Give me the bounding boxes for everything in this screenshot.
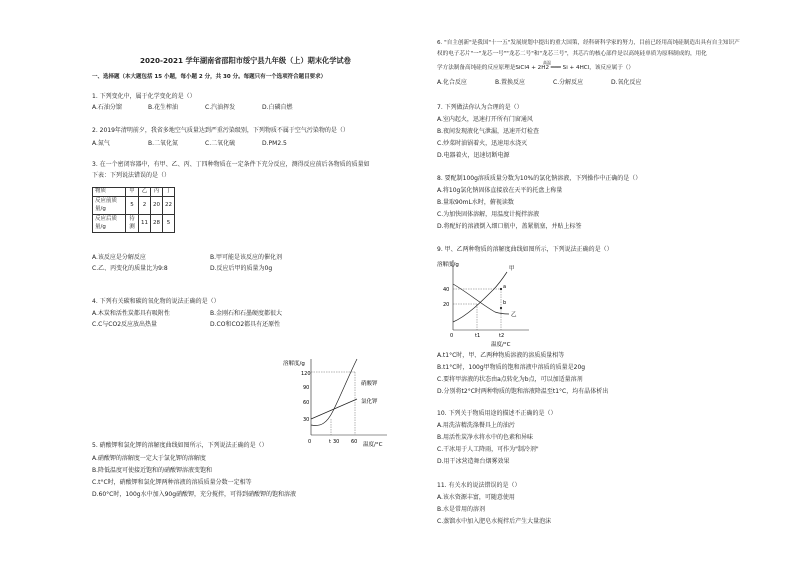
q4-opt-a: A.木炭和活性炭都具有吸附性	[92, 310, 170, 317]
q9-opt-d: D.分别将t2°C时两种物质的饱和溶液降温至t1°C，均有晶体析出	[437, 388, 609, 395]
q9-opt-a: A.t1°C时，甲、乙两种物质溶液的溶质质量相等	[437, 352, 565, 359]
q7-opt-a: A.室内起火，迅速打开所有门窗通风	[437, 116, 533, 123]
q8-opt-d: D.将配好的溶液倒入细口瓶中，盖紧瓶塞，并贴上标签	[437, 223, 582, 230]
q6-stem-line3: 学方法制备高纯硅的反应原理是SiCl4 + 2H2 ═══ Si + 4HCl，该反应属于（）	[437, 65, 634, 71]
q9-solubility-chart	[437, 256, 537, 348]
q9-label-a: 甲	[509, 266, 515, 272]
q9-xlabel: 温度/°C	[491, 342, 511, 348]
q5-ylabel: 溶解度/g	[283, 361, 305, 367]
q1-opt-c: C.汽油挥发	[205, 104, 236, 111]
q8-opt-a: A.将10g氯化钠固体直接放在天平的托盘上称量	[437, 187, 563, 194]
q2-opt-b: B.二氧化氮	[148, 140, 179, 147]
q9-ytick-20: 20	[443, 302, 450, 308]
q5-stem: 5. 硝酸钾和氯化钾的溶解度曲线如图所示，下列说法正确的是（）	[92, 442, 268, 449]
q10-stem: 10. 下列关于物质用途的描述不正确的是（）	[437, 410, 557, 417]
q7-stem: 7. 下列做法你认为合理的是（）	[437, 104, 523, 111]
q9-xtick-t1: t1	[475, 333, 481, 339]
q1-opt-d: D.白磷自燃	[262, 104, 293, 111]
q9-opt-c: C.要将甲溶液的状态由a点转化为b点，可以加适量溶剂	[437, 376, 583, 383]
q4-opt-b: B.金刚石和石墨硬度都很大	[210, 310, 283, 317]
q4-stem: 4. 下列有关碳和碳的氧化物的说法正确的是（）	[92, 298, 220, 305]
q5-xtick-60: 60	[351, 439, 358, 445]
q6-opt-c: C.分解反应	[553, 79, 584, 86]
q2-opt-d: D.PM2.5	[262, 140, 287, 147]
q1-stem: 1. 下列变化中，属于化学变化的是（）	[92, 93, 196, 100]
q5-xtick-t: t	[329, 439, 331, 445]
q5-ytick-90: 90	[303, 385, 310, 391]
q4-opt-d: D.CO和CO2都具有还原性	[210, 321, 281, 328]
q2-stem: 2. 2019年清明前夕，我省多地空气质量达到严重污染级别，下列物质不属于空气污染物的是（）	[92, 127, 349, 134]
q5-opt-b: B.降低温度可使接近饱和的硝酸钾溶液变饱和	[92, 467, 213, 474]
q3-opt-d: D.反应后甲的质量为0g	[210, 265, 273, 272]
q3-data-table	[92, 187, 175, 233]
q5-curve-kcl	[311, 399, 357, 419]
q9-xtick-t2: t2	[499, 333, 505, 339]
q7-opt-d: D.电器着火，迅速切断电源	[437, 152, 510, 159]
q7-opt-b: B.夜间发现液化气泄漏，迅速开灯检查	[437, 128, 540, 135]
q9-opt-b: B.t1°C时，100g甲物质的饱和溶液中溶质的质量是20g	[437, 364, 586, 371]
q7-opt-c: C.炒菜时油锅着火，迅速用水浇灭	[437, 140, 528, 147]
q6-stem-line2: 权的电子芯片"一"龙芯一号""龙芯二号"和"龙芯三号"，其芯片的核心部件是以高纯硅单质为原料制成的，用化	[437, 51, 707, 57]
q11-stem: 11. 有关水的说法错误的是（）	[437, 482, 521, 489]
q9-stem: 9. 甲、乙两种物质的溶解度曲线如图所示，下列说法正确的是（）	[437, 246, 613, 253]
q5-xlabel: 温度/°C	[363, 442, 383, 447]
section-heading: 一、选择题（本大题包括 15 小题，每小题 2 分，共 30 分。每题只有一个选项符合题目要求）	[92, 74, 327, 80]
q8-opt-c: C.为加快固体溶解，用温度计搅拌溶液	[437, 211, 540, 218]
q3-opt-b: B.甲可能是该反应的催化剂	[210, 254, 283, 261]
q6-opt-b: B.置换反应	[495, 79, 526, 86]
q5-xtick-30: 30	[333, 439, 340, 445]
q5-ytick-30: 30	[303, 417, 310, 423]
q5-curve-kno3	[311, 359, 357, 425]
q5-opt-a: A.硝酸钾的溶解度一定大于氯化钾的溶解度	[92, 455, 206, 462]
q3-opt-c: C.乙、丙变化的质量比为9:8	[92, 265, 168, 272]
table-row: 反应后质量/g 待测 11 28 5	[93, 215, 175, 233]
q5-xtick-0: 0	[308, 439, 312, 445]
q8-stem: 8. 要配制100g溶质质量分数为10%的氯化钠溶液，下列操作中正确的是（）	[437, 175, 642, 182]
q6-opt-d: D.氧化反应	[611, 79, 642, 86]
q6-stem-line1: 6. "自主创新"是我国"十一五"发展规划中提出的重大国策，经科研科学家的努力，目前已经用高纯硅制造出具有自主知识产	[437, 40, 740, 46]
q5-solubility-chart	[283, 355, 393, 447]
q11-opt-a: A.该水资源丰富，可随意使用	[437, 494, 515, 501]
q9-point-a	[500, 288, 502, 290]
q11-opt-c: C.蒸馏水中加入肥皂水搅拌后产生大量泡沫	[437, 518, 552, 525]
q5-ytick-60: 60	[303, 400, 310, 406]
q3-stem-line1: 3. 在一个密闭容器中，有甲、乙、丙、丁四种物质在一定条件下充分反应，测得反应前后各物质的质量如	[92, 161, 370, 168]
q9-label-b: 乙	[511, 312, 517, 318]
q2-opt-a: A.氮气	[92, 140, 110, 147]
q10-opt-c: C.干冰用于人工降雨，可作为"制冷剂"	[437, 446, 539, 453]
q5-ytick-120: 120	[301, 371, 311, 377]
q9-ytick-40: 40	[443, 287, 450, 293]
table-row: 物质 甲 乙 丙 丁	[93, 188, 175, 197]
q11-opt-b: B.水是常用的溶剂	[437, 506, 486, 513]
q3-stem-line2: 下表：下列说法错误的是（）	[92, 172, 171, 179]
q9-point-a-label: a	[503, 284, 507, 290]
q6-condition: 高温	[543, 60, 551, 65]
q9-xtick-0: 0	[450, 333, 454, 339]
q5-label-kno3: 硝酸钾	[361, 381, 378, 387]
q9-curve-a	[453, 272, 507, 322]
page-title: 2020-2021 学年湖南省邵阳市绥宁县九年级（上）期末化学试卷	[140, 56, 351, 65]
q10-opt-d: D.用干冰营造舞台烟雾效果	[437, 458, 510, 465]
q9-point-b-label: b	[503, 300, 507, 306]
q4-opt-c: C.C与CO2反应放出热量	[92, 321, 158, 328]
q9-ylabel: 溶解度/g	[437, 262, 459, 268]
q8-opt-b: B.量取90mL水时，俯视读数	[437, 199, 514, 206]
q9-point-b	[500, 307, 502, 309]
q10-opt-b: B.用活性炭净水将水中的色素和异味	[437, 434, 534, 441]
q1-opt-b: B.花生榨油	[148, 104, 179, 111]
table-row: 反应前质量/g 5 2 20 22	[93, 197, 175, 215]
q3-opt-a: A.该反应是分解反应	[92, 254, 146, 261]
q5-label-kcl: 氯化钾	[361, 399, 378, 405]
q5-opt-d: D.60°C时，100g水中加入90g硝酸钾，充分搅拌，可得到硝酸钾的饱和溶液	[92, 491, 297, 498]
q2-opt-c: C.二氧化硫	[205, 140, 236, 147]
q10-opt-a: A.用洗洁精洗涤餐具上的油污	[437, 422, 515, 429]
q6-opt-a: A.化合反应	[437, 79, 467, 86]
q5-opt-c: C.t°C时，硝酸钾和氯化钾两种溶液的溶质质量分数一定相等	[92, 479, 252, 486]
q1-opt-a: A.石油分馏	[92, 104, 122, 111]
